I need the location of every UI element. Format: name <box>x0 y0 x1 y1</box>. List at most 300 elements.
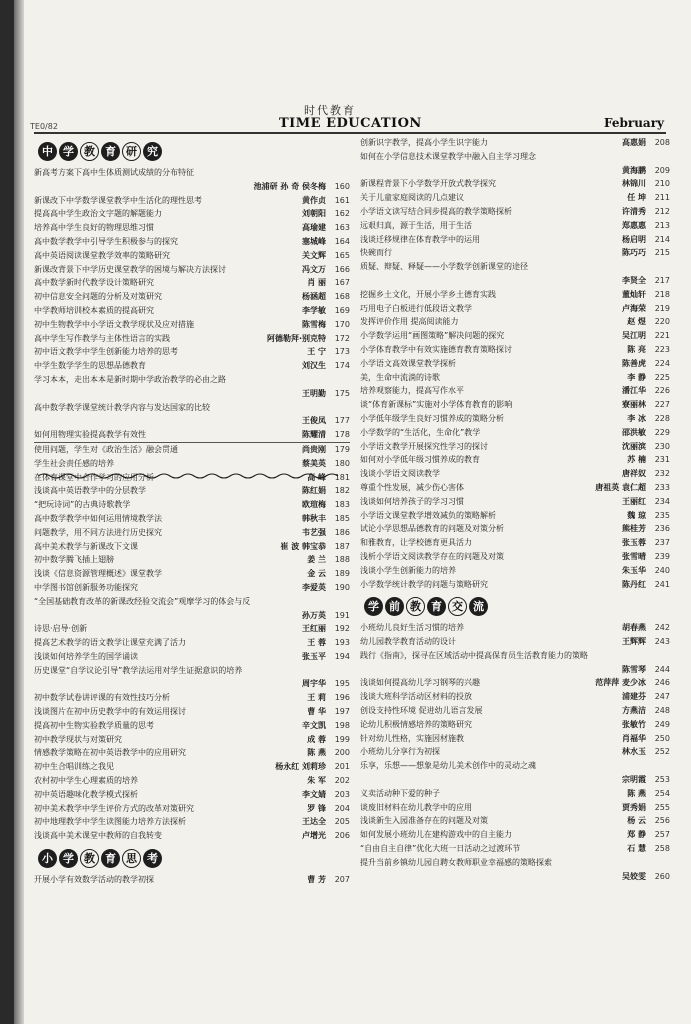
toc-entry[interactable] <box>34 359 350 373</box>
toc-entry[interactable] <box>360 732 670 746</box>
toc-entry-author: 冯文万 <box>302 264 326 274</box>
toc-entry-title: 浅谈小学生创新能力的培养 <box>360 565 456 575</box>
toc-entry[interactable] <box>360 426 670 440</box>
toc-entry[interactable] <box>34 788 350 802</box>
toc-entry[interactable] <box>34 829 350 843</box>
toc-entry[interactable] <box>360 856 670 870</box>
toc-entry-title: 浅谈如何培养孩子的学习习惯 <box>360 496 464 506</box>
toc-entry-title: 如何在小学信息技术课堂教学中融入自主学习理念 <box>360 151 536 161</box>
toc-entry-page: 169 <box>334 305 350 315</box>
section-heading-char: 思 <box>122 849 141 868</box>
toc-entry[interactable] <box>360 663 670 677</box>
section-heading-char: 中 <box>38 142 57 161</box>
toc-entry-page: 185 <box>334 513 350 523</box>
toc-entry-page: 197 <box>334 707 350 717</box>
toc-entry-page: 257 <box>654 830 670 840</box>
toc-entry-title: 针对幼儿性格，实施因材施教 <box>360 733 464 743</box>
toc-entry[interactable] <box>34 622 350 636</box>
toc-entry-page: 161 <box>334 195 350 205</box>
toc-entry-page: 232 <box>654 469 670 479</box>
toc-entry[interactable] <box>360 550 670 564</box>
toc-entry[interactable] <box>360 191 670 205</box>
toc-entry-author: 王俊凤 <box>302 416 326 426</box>
toc-entry-title: 践行《指南》，探寻在区域活动中提高保育员生活教育能力的策略 <box>360 650 588 660</box>
toc-entry-title: 诗思·启导·创新 <box>34 624 88 634</box>
toc-entry-page: 188 <box>334 555 350 565</box>
toc-entry-page: 214 <box>654 234 670 244</box>
toc-entry-author: 罗 锋 <box>307 803 326 813</box>
toc-entry[interactable] <box>360 136 670 150</box>
toc-entry-author: 李 冰 <box>627 413 646 423</box>
journal-en-title: TIME EDUCATION <box>279 116 422 131</box>
toc-entry[interactable] <box>360 745 670 759</box>
toc-entry-author: 陈雪梅 <box>302 319 326 329</box>
toc-entry[interactable] <box>360 773 670 787</box>
toc-entry-title: 新课改下中学数学课堂教学中生活化的理性思考 <box>34 195 202 205</box>
toc-entry-author: 金 云 <box>307 569 326 579</box>
toc-entry-page: 241 <box>654 579 670 589</box>
toc-entry[interactable] <box>360 509 670 523</box>
section-heading-char: 教 <box>80 849 99 868</box>
toc-entry-title: 浅谈高中英语教学中的分层教学 <box>34 486 146 496</box>
toc-entry-title: 如何用物理实验提高教学有效性 <box>34 430 146 440</box>
toc-entry[interactable] <box>360 870 670 884</box>
toc-entry[interactable] <box>360 621 670 635</box>
toc-entry-title: 中学生数学学生的思想品德教育 <box>34 361 146 371</box>
toc-entry-author: 赵 煜 <box>627 317 646 327</box>
toc-entry[interactable] <box>360 177 670 191</box>
toc-entry-author: 郑 静 <box>627 830 646 840</box>
toc-entry-title: 高中学生写作教学与主体性语言的实践 <box>34 333 170 343</box>
toc-entry-title: 浅谈迁移规律在体育教学中的运用 <box>360 234 480 244</box>
toc-entry[interactable] <box>360 219 670 233</box>
toc-entry[interactable] <box>34 567 350 581</box>
toc-entry-title: 高中英语阅读课堂教学效率的策略研究 <box>34 250 170 260</box>
toc-entry-page: 177 <box>334 416 350 426</box>
toc-entry-title: 远艰归真，源于生活，用于生活 <box>360 220 472 230</box>
toc-entry[interactable] <box>34 290 350 304</box>
toc-entry-author: 曹 芳 <box>307 875 326 885</box>
binding-spine <box>14 0 24 1024</box>
toc-entry[interactable] <box>34 873 350 887</box>
toc-entry-author: 黄作贞 <box>302 195 326 205</box>
toc-entry-page: 192 <box>334 624 350 634</box>
toc-entry[interactable] <box>360 371 670 385</box>
toc-entry-page: 246 <box>654 678 670 688</box>
toc-entry[interactable] <box>360 150 670 164</box>
toc-entry-author: 肖福华 <box>622 733 646 743</box>
toc-entry-author: 朱玉华 <box>622 565 646 575</box>
toc-entry-author: 杨 云 <box>627 816 646 826</box>
toc-entry[interactable] <box>360 274 670 288</box>
toc-entry-author: 李学敏 <box>302 305 326 315</box>
toc-entry-author: 关文辉 <box>302 250 326 260</box>
toc-entry[interactable] <box>360 814 670 828</box>
toc-entry-page: 202 <box>334 776 350 786</box>
toc-entry[interactable] <box>34 498 350 512</box>
toc-entry[interactable] <box>34 263 350 277</box>
toc-entry-page: 187 <box>334 541 350 551</box>
toc-entry-author: 崔 波 韩宝恭 <box>280 541 326 551</box>
toc-entry[interactable] <box>360 704 670 718</box>
toc-entry-author: 韩秋丰 <box>302 513 326 523</box>
toc-entry-page: 252 <box>654 747 670 757</box>
toc-entry[interactable] <box>360 690 670 704</box>
section-heading-char: 学 <box>59 142 78 161</box>
toc-entry-title: 提高艺术教学的语文教学让课堂充满了活力 <box>34 638 186 648</box>
toc-entry[interactable] <box>360 676 670 690</box>
toc-entry-page: 201 <box>334 762 350 772</box>
toc-entry-title: 初中信息安全问题的分析及对策研究 <box>34 292 162 302</box>
toc-entry[interactable] <box>34 553 350 567</box>
toc-entry-title: 高中美术教学与新课改下文课 <box>34 541 138 551</box>
toc-entry-title: 小学语文课堂教学增效减负的策略解析 <box>360 510 496 520</box>
toc-entry-page: 235 <box>654 510 670 520</box>
toc-entry-page: 198 <box>334 720 350 730</box>
toc-entry-title: 乐享，乐想——想象是幼儿美术创作中的灵动之魂 <box>360 761 536 771</box>
toc-entry[interactable] <box>34 774 350 788</box>
toc-entry-author: 张敏竹 <box>622 719 646 729</box>
toc-entry-author: 王 莉 <box>307 693 326 703</box>
section-heading-preschool <box>364 593 670 619</box>
toc-entry-title: 提升当前乡镇幼儿园自聘女教师职业幸福感的策略探索 <box>360 857 552 867</box>
toc-entry-page: 181 <box>334 472 350 482</box>
toc-entry-title: 谈“体育新课标”实施对小学体育教育的影响 <box>360 400 513 410</box>
toc-entry-author: 胡春燕 <box>622 623 646 633</box>
toc-entry[interactable] <box>360 759 670 773</box>
toc-entry-author: 陈 燕 <box>627 788 646 798</box>
toc-entry[interactable] <box>360 536 670 550</box>
toc-entry-title: 新高考方案下高中生体质测试成绩的分布特征 <box>34 168 194 177</box>
toc-entry-page: 212 <box>654 206 670 216</box>
toc-entry[interactable] <box>360 718 670 732</box>
toc-entry[interactable] <box>360 578 670 592</box>
toc-entry[interactable] <box>34 401 350 415</box>
toc-entry[interactable] <box>360 246 670 260</box>
toc-entry-page: 207 <box>334 875 350 885</box>
toc-entry-author: 宗明霞 <box>622 775 646 785</box>
toc-entry-title: 浅谈如何培养学生的国学诵读 <box>34 651 138 661</box>
toc-entry[interactable] <box>34 719 350 733</box>
toc-entry-title: “自由自主自律”优化大班一日活动之过渡环节 <box>360 844 521 854</box>
toc-entry[interactable] <box>34 235 350 249</box>
toc-entry-author: 欧瑄梅 <box>302 500 326 510</box>
toc-entry-page: 242 <box>654 623 670 633</box>
toc-entry-page: 206 <box>334 831 350 841</box>
toc-entry-author: 苏 楠 <box>627 455 646 465</box>
toc-entry-author: 杨启明 <box>622 234 646 244</box>
toc-entry-title: 培养观察能力，提高写作水平 <box>360 386 464 396</box>
toc-entry-page: 254 <box>654 788 670 798</box>
section-heading-char: 育 <box>101 142 120 161</box>
toc-entry[interactable] <box>34 691 350 705</box>
toc-entry-page: 230 <box>654 441 670 451</box>
toc-entry-author: 唐祖英 袁仁超 <box>595 482 646 492</box>
toc-entry-page: 223 <box>654 344 670 354</box>
toc-entry[interactable] <box>34 373 350 387</box>
toc-entry-page: 260 <box>654 871 670 881</box>
toc-entry-author: 张玉平 <box>302 651 326 661</box>
toc-entry[interactable] <box>34 512 350 526</box>
toc-entry-author: 浦建芬 <box>622 692 646 702</box>
toc-entry-page: 193 <box>334 638 350 648</box>
toc-entry[interactable] <box>360 522 670 536</box>
page-ref: TE0/82 <box>30 122 58 131</box>
toc-entry-title: 如何对小学低年级习惯养成的教育 <box>360 455 480 465</box>
toc-entry[interactable] <box>360 288 670 302</box>
toc-entry[interactable] <box>34 443 350 457</box>
toc-entry-title: 快碗而行 <box>360 248 392 258</box>
toc-entry-title: 义卖活动种下爱的种子 <box>360 788 440 798</box>
toc-entry-title: “把玩诗词”的古典诗歌教学 <box>34 500 131 510</box>
toc-entry-page: 204 <box>334 803 350 813</box>
toc-entry-page: 186 <box>334 527 350 537</box>
toc-entry[interactable] <box>34 345 350 359</box>
toc-entry[interactable] <box>34 664 350 678</box>
toc-entry[interactable] <box>360 233 670 247</box>
toc-entry-title: 小学数学统计教学的问题与策略研究 <box>360 579 488 589</box>
toc-entry[interactable] <box>34 540 350 554</box>
toc-entry-page: 194 <box>334 651 350 661</box>
toc-entry-page: 167 <box>334 278 350 288</box>
toc-entry-page: 168 <box>334 292 350 302</box>
toc-entry-author: 阿德勒拜·别克特 <box>266 333 326 343</box>
toc-entry-title: 小学数学的“生活化，生命化”教学 <box>360 427 481 437</box>
toc-entry[interactable] <box>34 387 350 401</box>
toc-list-primary-start <box>34 873 350 887</box>
toc-entry[interactable] <box>360 481 670 495</box>
toc-entry[interactable] <box>34 705 350 719</box>
toc-entry-page: 205 <box>334 817 350 827</box>
toc-entry-author: 王明勤 <box>302 388 326 398</box>
toc-entry-author: 塞城峰 <box>302 236 326 246</box>
toc-entry-title: 浅谈如何提高幼儿学习钢琴的兴趣 <box>360 678 480 688</box>
toc-entry[interactable] <box>360 828 670 842</box>
toc-entry-author: 张玉蓉 <box>622 538 646 548</box>
toc-entry[interactable] <box>34 581 350 595</box>
toc-entry-author: 肖 丽 <box>307 278 326 288</box>
toc-entry[interactable] <box>34 304 350 318</box>
toc-entry[interactable] <box>34 746 350 760</box>
section-heading-char: 育 <box>101 849 120 868</box>
toc-entry[interactable] <box>34 166 350 180</box>
toc-entry[interactable] <box>34 733 350 747</box>
toc-entry[interactable] <box>360 495 670 509</box>
toc-entry[interactable] <box>360 164 670 178</box>
toc-entry-title: 问题教学，用不同方法进行历史探究 <box>34 527 162 537</box>
toc-entry-title: 浅谈《信息资源管理概述》课堂教学 <box>34 569 162 579</box>
toc-entry-title: 小学语文高效课堂教学探析 <box>360 358 456 368</box>
toc-entry[interactable] <box>34 276 350 290</box>
toc-entry[interactable] <box>34 180 350 194</box>
toc-entry-author: 王 蓉 <box>307 638 326 648</box>
toc-entry[interactable] <box>34 484 350 498</box>
toc-entry-author: 杨永红 刘莉珍 <box>275 762 326 772</box>
toc-entry-page: 253 <box>654 775 670 785</box>
toc-entry[interactable] <box>34 609 350 623</box>
toc-entry-page: 215 <box>654 248 670 258</box>
toc-entry[interactable] <box>360 205 670 219</box>
toc-entry-author: 高惠娟 <box>622 138 646 147</box>
toc-entry-title: 高中数学新时代教学设计策略研究 <box>34 278 154 288</box>
toc-entry[interactable] <box>360 398 670 412</box>
toc-entry-author: 韦艺强 <box>302 527 326 537</box>
toc-entry-author: 周宇华 <box>302 679 326 689</box>
toc-entry[interactable] <box>360 842 670 856</box>
toc-entry-author: 潘江华 <box>622 386 646 396</box>
toc-entry-author: 高 峰 <box>307 472 326 482</box>
toc-entry-page: 175 <box>334 388 350 398</box>
toc-entry-title: 挖掘乡土文化，开展小学乡土德育实践 <box>360 289 496 299</box>
toc-entry-page: 195 <box>334 679 350 689</box>
toc-entry-page: 226 <box>654 386 670 396</box>
toc-entry-author: 王红丽 <box>302 624 326 634</box>
toc-entry-page: 174 <box>334 361 350 371</box>
toc-entry[interactable] <box>34 457 350 471</box>
toc-entry-title: 创设支持性环境 促进幼儿语言发展 <box>360 706 483 716</box>
toc-entry-author: 张雪晴 <box>622 551 646 561</box>
toc-entry-page: 162 <box>334 209 350 219</box>
toc-entry-page: 234 <box>654 496 670 506</box>
toc-entry-page: 189 <box>334 569 350 579</box>
toc-entry-title: 高中数学教学中如何运用情境教学法 <box>34 513 162 523</box>
toc-entry-title: 浅谈大班科学活动区材料的投放 <box>360 692 472 702</box>
toc-entry-author: 吴江明 <box>622 331 646 341</box>
toc-entry-page: 172 <box>334 333 350 343</box>
section-heading-primary-school <box>38 845 350 871</box>
toc-entry[interactable] <box>360 343 670 357</box>
toc-entry[interactable] <box>360 302 670 316</box>
toc-entry-page: 250 <box>654 733 670 743</box>
toc-entry-author: 陈红娟 <box>302 486 326 496</box>
toc-entry[interactable] <box>360 440 670 454</box>
section-heading-char: 交 <box>448 597 467 616</box>
toc-entry-author: 陈雪琴 <box>622 664 646 674</box>
toc-entry[interactable] <box>34 677 350 691</box>
section-heading-char: 究 <box>143 142 162 161</box>
toc-entry[interactable] <box>360 357 670 371</box>
toc-entry[interactable] <box>360 384 670 398</box>
toc-entry-title: 小学低年级学生良好习惯养成的策略分析 <box>360 413 504 423</box>
toc-entry[interactable] <box>360 329 670 343</box>
toc-entry[interactable] <box>34 526 350 540</box>
toc-entry-title: 情感教学策略在初中英语教学中的应用研究 <box>34 748 186 758</box>
toc-entry[interactable] <box>34 332 350 346</box>
toc-entry-author: 陈善虎 <box>622 358 646 368</box>
toc-entry-page: 218 <box>654 289 670 299</box>
toc-entry-page: 256 <box>654 816 670 826</box>
toc-entry-title: 初中生物教学中小学语文教学现状及应对措施 <box>34 319 194 329</box>
toc-entry-title: 高中数学教学中引导学生积极参与的探究 <box>34 236 178 246</box>
toc-entry[interactable] <box>34 249 350 263</box>
toc-entry[interactable] <box>34 595 350 609</box>
toc-entry-page: 203 <box>334 789 350 799</box>
toc-entry-page: 243 <box>654 637 670 647</box>
toc-entry-author: 陈 亮 <box>627 344 646 354</box>
toc-entry-author: 孙万英 <box>302 610 326 620</box>
toc-entry[interactable] <box>34 650 350 664</box>
toc-entry-title: 使用问题，学生对《政治生活》融会贯通 <box>34 444 178 454</box>
toc-entry[interactable] <box>34 815 350 829</box>
toc-entry-page: 239 <box>654 551 670 561</box>
toc-entry[interactable] <box>360 635 670 649</box>
section-heading-char: 教 <box>80 142 99 161</box>
toc-entry-page: 240 <box>654 565 670 575</box>
toc-entry[interactable] <box>34 318 350 332</box>
section-heading-middle-school <box>38 138 350 164</box>
toc-entry-author: 王 宁 <box>307 347 326 357</box>
toc-entry-page: 183 <box>334 500 350 510</box>
toc-entry[interactable] <box>34 207 350 221</box>
toc-entry-title: 幼儿园教学教育活动的设计 <box>360 637 456 647</box>
toc-entry-author: 王丽红 <box>622 496 646 506</box>
toc-entry-author: 沈丽滨 <box>622 441 646 451</box>
toc-entry[interactable] <box>34 636 350 650</box>
toc-entry-author: 姜 兰 <box>307 555 326 565</box>
toc-entry[interactable] <box>360 564 670 578</box>
toc-entry[interactable] <box>34 221 350 235</box>
journal-cn-title: 时代教育 <box>304 104 356 117</box>
toc-entry-title: 和雅教育，让学校德育更具活力 <box>360 538 472 548</box>
toc-entry-title: 如何发展小班幼儿在建构游戏中的自主能力 <box>360 830 512 840</box>
toc-entry-title: 初中数学腾飞插上翅膀 <box>34 555 114 565</box>
section-heading-char: 育 <box>427 597 446 616</box>
toc-entry[interactable] <box>360 260 670 274</box>
section-heading-char: 小 <box>38 849 57 868</box>
toc-entry-page: 247 <box>654 692 670 702</box>
toc-entry-author: 黄海鹏 <box>622 165 646 175</box>
toc-entry-author: 池浦研 孙 奇 侯冬梅 <box>253 181 326 191</box>
toc-entry-title: 浅谈新生入园准备存在的问题及对策 <box>360 816 488 826</box>
toc-entry-title: 创新识字教学，提高小学生识字能力 <box>360 138 488 147</box>
toc-entry-title: 浅谈小学语文阅读教学 <box>360 469 440 479</box>
toc-entry-page: 208 <box>654 138 670 147</box>
toc-entry[interactable] <box>360 412 670 426</box>
toc-entry-author: 吴姣雯 <box>622 871 646 881</box>
toc-entry[interactable] <box>34 760 350 774</box>
toc-entry[interactable] <box>34 194 350 208</box>
toc-entry[interactable] <box>360 467 670 481</box>
toc-entry[interactable] <box>360 801 670 815</box>
toc-entry-author: 曹 华 <box>307 707 326 717</box>
toc-entry-author: 成 蓉 <box>307 734 326 744</box>
toc-entry-author: 方燕洁 <box>622 706 646 716</box>
toc-list-left <box>34 166 350 843</box>
toc-entry-title: 小学语文教学开展探究性学习的探讨 <box>360 441 488 451</box>
toc-entry-page: 231 <box>654 455 670 465</box>
toc-entry[interactable] <box>34 428 350 443</box>
toc-entry-author: 朱 军 <box>307 776 326 786</box>
section-heading-char: 教 <box>406 597 425 616</box>
toc-entry-author: 王辉辉 <box>622 637 646 647</box>
toc-entry[interactable] <box>360 315 670 329</box>
toc-entry-page: 191 <box>334 610 350 620</box>
toc-entry-page: 224 <box>654 358 670 368</box>
toc-entry[interactable] <box>360 453 670 467</box>
toc-entry[interactable] <box>34 414 350 428</box>
toc-entry-title: 质疑、辩疑、释疑——小学数学创新课堂的途径 <box>360 262 528 272</box>
toc-entry-page: 255 <box>654 802 670 812</box>
toc-entry[interactable] <box>360 787 670 801</box>
toc-entry[interactable] <box>360 649 670 663</box>
toc-entry-page: 236 <box>654 524 670 534</box>
toc-entry-author: 魏 琼 <box>627 510 646 520</box>
toc-entry-author: 陈耀清 <box>302 430 326 440</box>
toc-entry-title: 学生社会责任感的培养 <box>34 458 114 468</box>
toc-entry-author: 石 慧 <box>627 844 646 854</box>
toc-entry-page: 180 <box>334 458 350 468</box>
toc-entry[interactable] <box>34 802 350 816</box>
